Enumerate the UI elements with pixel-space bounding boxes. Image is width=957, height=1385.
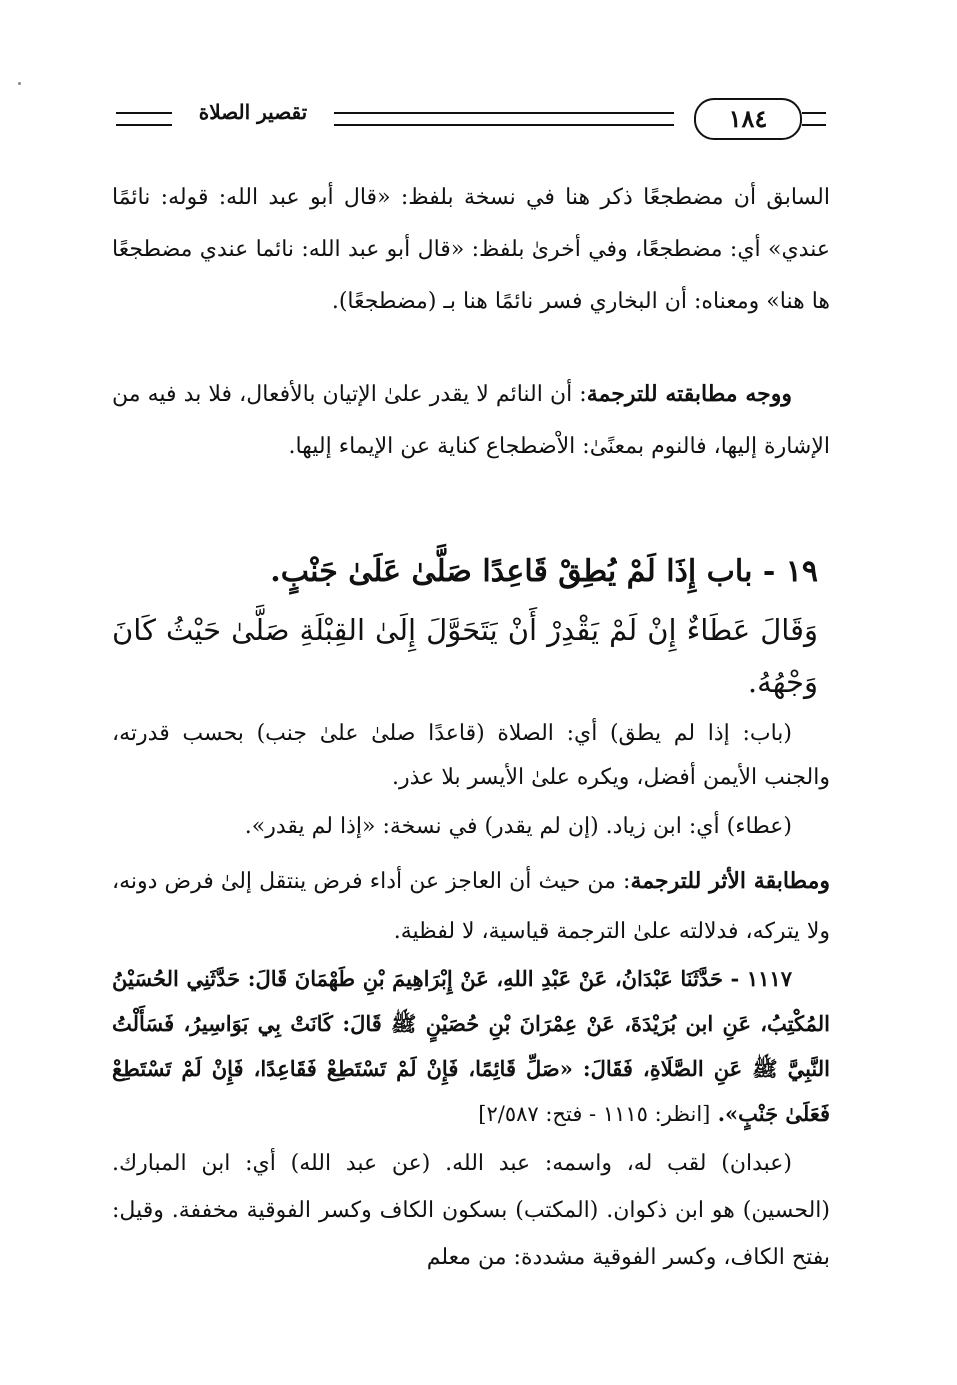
paragraph-text: (باب: إذا لم يطق) أي: الصلاة (قاعدًا صلىٰ علىٰ جنب) بحسب قدرته، والجنب الأيمن أفضل، ويكره علىٰ الأيسر بلا عذر.: [112, 721, 830, 790]
paragraph-commentary-2: [112, 368, 830, 473]
running-title: تقصير الصلاة: [198, 100, 308, 124]
scan-speck: [18, 82, 21, 85]
header-rule-left: [116, 112, 172, 126]
paragraph-text: : من حيث أن العاجز عن أداء فرض ينتقل إلىٰ فرض دونه، ولا يتركه، فدلالته علىٰ الترجمة قياسية، لا لفظية.: [112, 869, 830, 944]
paragraph-commentary-3: [112, 712, 830, 800]
hadith-text: [112, 956, 830, 1137]
header-rule-right: [802, 112, 826, 126]
paragraph-text: : أن النائم لا يقدر علىٰ الإتيان بالأفعال، فلا بد فيه من الإشارة إليها، فالنوم بمعنًىٰ: الاْضطجاع كناية عن الإيماء إليها.: [112, 382, 830, 459]
page-number: ١٨٤: [694, 98, 802, 140]
bold-lead: ومطابقة الأثر للترجمة: [630, 868, 830, 894]
page-header: [112, 96, 826, 140]
paragraph-commentary-1: السابق أن مضطجعًا ذكر هنا في نسخة بلفظ: «قال أبو عبد الله: قوله: نائمًا عندي» أي: مضطجعًا، وفي أخرىٰ بلفظ: «قال أبو عبد الله: نائما عندي مضطجعًا ها هنا» ومعناه: أن البخاري فسر نائمًا هنا بـ (مضطجعًا).: [112, 185, 830, 314]
paragraph-commentary-6: [112, 1140, 830, 1281]
paragraph-text: (عطاء) أي: ابن زياد. (إن لم يقدر) في نسخة: «إذا لم يقدر».: [244, 814, 792, 839]
hadith-reference: [انظر: ١١١٥ - فتح: ٢/٥٨٧]: [478, 1102, 711, 1126]
paragraph-text: (عبدان) لقب له، واسمه: عبد الله. (عن عبد الله) أي: ابن المبارك. (الحسين) هو ابن ذكوان. (المكتب) بسكون الكاف وكسر الفوقية مخففة. وقيل: بفتح الكاف، وكسر الفوقية مشددة: من معلم: [112, 1151, 830, 1270]
paragraph-commentary-5: [112, 856, 830, 957]
paragraph-commentary-4: [112, 808, 830, 846]
header-rule-middle: [334, 112, 674, 126]
chapter-athar: وَقَالَ عَطَاءٌ إِنْ لَمْ يَقْدِرْ أَنْ يَتَحَوَّلَ إِلَىٰ القِبْلَةِ صَلَّىٰ حَيْثُ كَانَ وَجْهُهُ.: [112, 613, 818, 699]
hadith-body: ١١١٧ - حَدَّثَنَا عَبْدَانُ، عَنْ عَبْدِ اللهِ، عَنْ إِبْرَاهِيمَ بْنِ طَهْمَانَ قَالَ: حَدَّثَنِي الحُسَيْنُ المُكْتِبُ، عَنِ ابن بُرَيْدَةَ، عَنْ عِمْرَانَ بْنِ حُصَيْنٍ ﷺ قَالَ: كَانَتْ بِي بَوَاسِيرُ، فَسَأَلْتُ النَّبِيَّ ﷺ عَنِ الصَّلَاةِ، فَقَالَ: «صَلِّ قَائِمًا، فَإِنْ لَمْ تَسْتَطِعْ فَقَاعِدًا، فَإِنْ لَمْ تَسْتَطِعْ فَعَلَىٰ جَنْبٍ».: [112, 966, 830, 1126]
chapter-title: ١٩ - باب إِذَا لَمْ يُطِقْ قَاعِدًا صَلَّىٰ عَلَىٰ جَنْبٍ.: [270, 554, 818, 589]
bold-lead: ووجه مطابقته للترجمة: [586, 381, 792, 407]
